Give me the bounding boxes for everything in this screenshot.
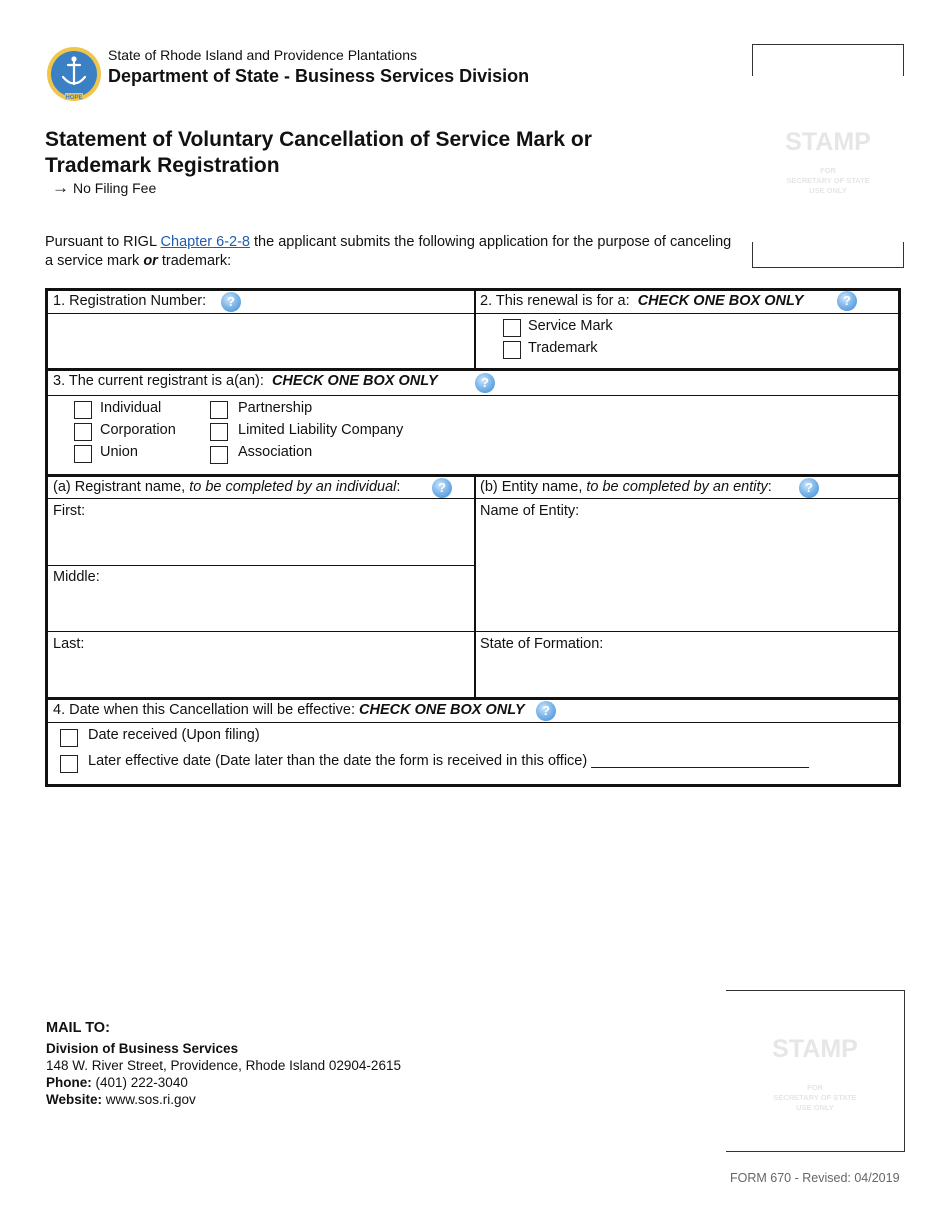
help-icon[interactable]: ?: [536, 701, 556, 721]
stamp-note-1: FOR: [820, 166, 836, 175]
partnership-label: Partnership: [238, 400, 313, 416]
form-table: [45, 288, 901, 787]
association-label: Association: [238, 444, 313, 460]
registrant-name-note: to be completed by an individual: [189, 479, 397, 495]
intro-paragraph: [45, 233, 735, 271]
help-icon[interactable]: ?: [432, 478, 452, 498]
renewal-type-label: [480, 293, 803, 309]
llc-label: Limited Liability Company: [238, 422, 404, 438]
arrow-right-icon: →: [52, 178, 69, 197]
filing-fee-note: [52, 178, 156, 198]
stamp-note-1: FOR: [807, 1083, 823, 1092]
date-received-label: Date received (Upon filing): [88, 727, 260, 743]
entity-name-field[interactable]: [478, 523, 896, 629]
registrant-type-text: 3. The current registrant is a(an):: [53, 373, 264, 389]
registrant-name-label: [53, 479, 400, 495]
individual-checkbox[interactable]: [74, 401, 92, 419]
middle-name-label: Middle:: [53, 569, 100, 585]
stamp-word: STAMP: [785, 128, 871, 156]
state-of-formation-field[interactable]: [478, 656, 896, 694]
association-checkbox[interactable]: [210, 446, 228, 464]
state-name: State of Rhode Island and Providence Plantations: [108, 47, 417, 63]
stamp-note-3: USE ONLY: [796, 1103, 834, 1112]
individual-label: Individual: [100, 400, 162, 416]
last-name-label: Last:: [53, 636, 85, 652]
service-mark-checkbox[interactable]: [503, 319, 521, 337]
website-url: www.sos.ri.gov: [105, 1092, 196, 1107]
corporation-label: Corporation: [100, 422, 176, 438]
check-one-instruction: CHECK ONE BOX ONLY: [271, 373, 438, 389]
later-date-label: Later effective date (Date later than the date the form is received in this office) ___________________________: [88, 753, 809, 769]
effective-date-label: [53, 702, 525, 718]
registration-number-label: 1. Registration Number:: [53, 293, 207, 309]
trademark-label: Trademark: [528, 340, 598, 356]
state-of-formation-label: State of Formation:: [480, 636, 604, 652]
llc-checkbox[interactable]: [210, 423, 228, 441]
service-mark-label: Service Mark: [528, 318, 613, 334]
stamp-box-bottom: [726, 990, 905, 1152]
chapter-link[interactable]: Chapter 6-2-8: [160, 234, 250, 250]
union-checkbox[interactable]: [74, 445, 92, 463]
intro-text-start: Pursuant to RIGL: [45, 234, 161, 250]
mail-to-heading: MAIL TO:: [46, 1020, 110, 1036]
seal-motto: HOPE: [65, 95, 83, 101]
effective-date-text: 4. Date when this Cancellation will be effective:: [53, 702, 355, 718]
stamp-note-2: SECRETARY OF STATE: [773, 1093, 857, 1102]
intro-or: or: [143, 253, 158, 269]
entity-name-prefix: (b) Entity name,: [480, 479, 587, 495]
website-label: Website:: [46, 1092, 103, 1107]
registrant-name-prefix: (a) Registrant name,: [53, 479, 190, 495]
mail-org: Division of Business Services: [46, 1041, 239, 1056]
form-title-line-1: Statement of Voluntary Cancellation of Service Mark or: [45, 128, 592, 151]
help-icon[interactable]: ?: [837, 291, 857, 311]
check-one-instruction: CHECK ONE BOX ONLY: [359, 702, 525, 718]
registrant-name-colon: :: [396, 479, 401, 495]
partnership-checkbox[interactable]: [210, 401, 228, 419]
state-seal-logo: [46, 46, 102, 102]
help-icon[interactable]: ?: [221, 292, 241, 312]
department-name: Department of State - Business Services Division: [108, 66, 530, 86]
middle-name-field[interactable]: [50, 589, 470, 629]
entity-name-colon: :: [767, 479, 772, 495]
phone-number: (401) 222-3040: [95, 1075, 188, 1090]
trademark-checkbox[interactable]: [503, 341, 521, 359]
renewal-type-text: 2. This renewal is for a:: [480, 293, 630, 309]
registrant-type-label: [53, 373, 438, 389]
registration-number-field[interactable]: [50, 316, 470, 366]
date-received-checkbox[interactable]: [60, 729, 78, 747]
later-date-checkbox[interactable]: [60, 755, 78, 773]
phone-label: Phone:: [46, 1075, 92, 1090]
entity-name-field-label: Name of Entity:: [480, 503, 580, 519]
corporation-checkbox[interactable]: [74, 423, 92, 441]
last-name-field[interactable]: [50, 656, 470, 694]
stamp-note-2: SECRETARY OF STATE: [786, 176, 870, 185]
stamp-note-3: USE ONLY: [809, 186, 847, 195]
stamp-box-top: [752, 44, 904, 268]
first-name-label: First:: [53, 503, 86, 519]
form-number: FORM 670 - Revised: 04/2019: [730, 1171, 900, 1185]
intro-text-end: trademark:: [157, 253, 232, 269]
entity-name-note: to be completed by an entity: [586, 479, 768, 495]
mailing-address: [46, 1040, 401, 1108]
form-title-line-2: Trademark Registration: [45, 154, 280, 177]
stamp-word: STAMP: [772, 1035, 858, 1063]
help-icon[interactable]: ?: [475, 373, 495, 393]
filing-fee-text: No Filing Fee: [73, 180, 157, 196]
intro-text-middle: the applicant submits the following application for the purpose of canceling a service mark: [45, 234, 732, 269]
entity-name-label: [480, 479, 772, 495]
mail-street: 148 W. River Street, Providence, Rhode Island 02904-2615: [46, 1058, 401, 1073]
form-title: [45, 127, 685, 179]
union-label: Union: [100, 444, 138, 460]
check-one-instruction: CHECK ONE BOX ONLY: [637, 293, 804, 309]
first-name-field[interactable]: [50, 523, 470, 563]
help-icon[interactable]: ?: [799, 478, 819, 498]
